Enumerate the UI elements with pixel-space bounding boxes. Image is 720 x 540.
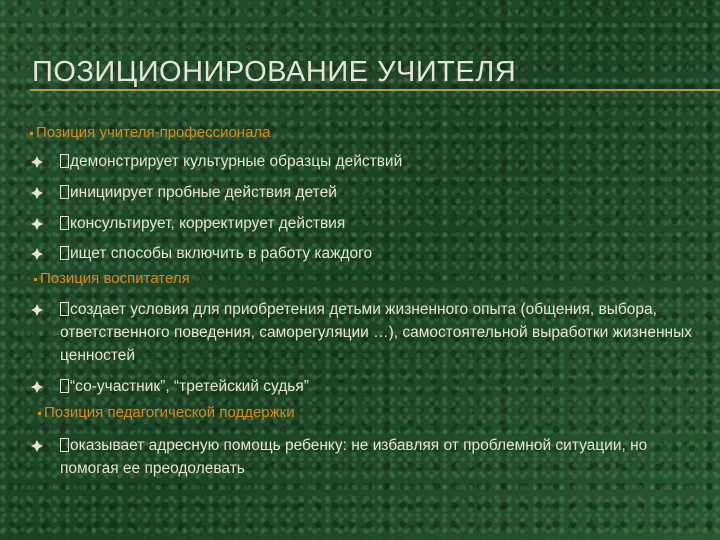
item-text: консультирует, корректирует действия bbox=[70, 215, 346, 232]
missing-glyph-icon bbox=[60, 438, 69, 452]
section-heading-text: Позиция педагогической поддержки bbox=[44, 404, 295, 421]
diamond-bullet-icon bbox=[30, 303, 44, 317]
section-heading-support bbox=[38, 404, 295, 421]
diamond-bullet-icon bbox=[30, 380, 44, 394]
missing-glyph-icon bbox=[60, 154, 69, 168]
diamond-bullet-icon bbox=[30, 217, 44, 231]
missing-glyph-icon bbox=[60, 302, 69, 316]
heading-bullet-icon bbox=[34, 278, 37, 281]
section-heading-professional bbox=[30, 124, 271, 141]
missing-glyph-icon bbox=[60, 216, 69, 230]
diamond-bullet-icon bbox=[30, 155, 44, 169]
diamond-bullet-icon bbox=[30, 186, 44, 200]
item-text: оказывает адресную помощь ребенку: не избавляя от проблемной ситуации, но помогая ее преодолевать bbox=[60, 437, 648, 477]
item-text: “со-участник”, “третейский судья” bbox=[70, 378, 309, 395]
section-heading-text: Позиция учителя-профессионала bbox=[36, 124, 271, 141]
item-text: демонстрирует культурные образцы действий bbox=[70, 153, 403, 170]
section-heading-text: Позиция воспитателя bbox=[40, 270, 190, 287]
title-underline bbox=[30, 89, 720, 91]
slide-title: ПОЗИЦИОНИРОВАНИЕ УЧИТЕЛЯ bbox=[32, 56, 517, 88]
heading-bullet-icon bbox=[30, 132, 33, 135]
missing-glyph-icon bbox=[60, 185, 69, 199]
diamond-bullet-icon bbox=[30, 247, 44, 261]
section-heading-educator bbox=[34, 270, 190, 287]
heading-bullet-icon bbox=[38, 412, 41, 415]
diamond-bullet-icon bbox=[30, 439, 44, 453]
missing-glyph-icon bbox=[60, 379, 69, 393]
missing-glyph-icon bbox=[60, 246, 69, 260]
item-text: ищет способы включить в работу каждого bbox=[70, 245, 373, 262]
item-text: создает условия для приобретения детьми жизненного опыта (общения, выбора, ответственного поведения, саморегуляции …), самостоятельной выработки жизненных ценностей bbox=[60, 301, 692, 364]
item-text: инициирует пробные действия детей bbox=[70, 184, 337, 201]
